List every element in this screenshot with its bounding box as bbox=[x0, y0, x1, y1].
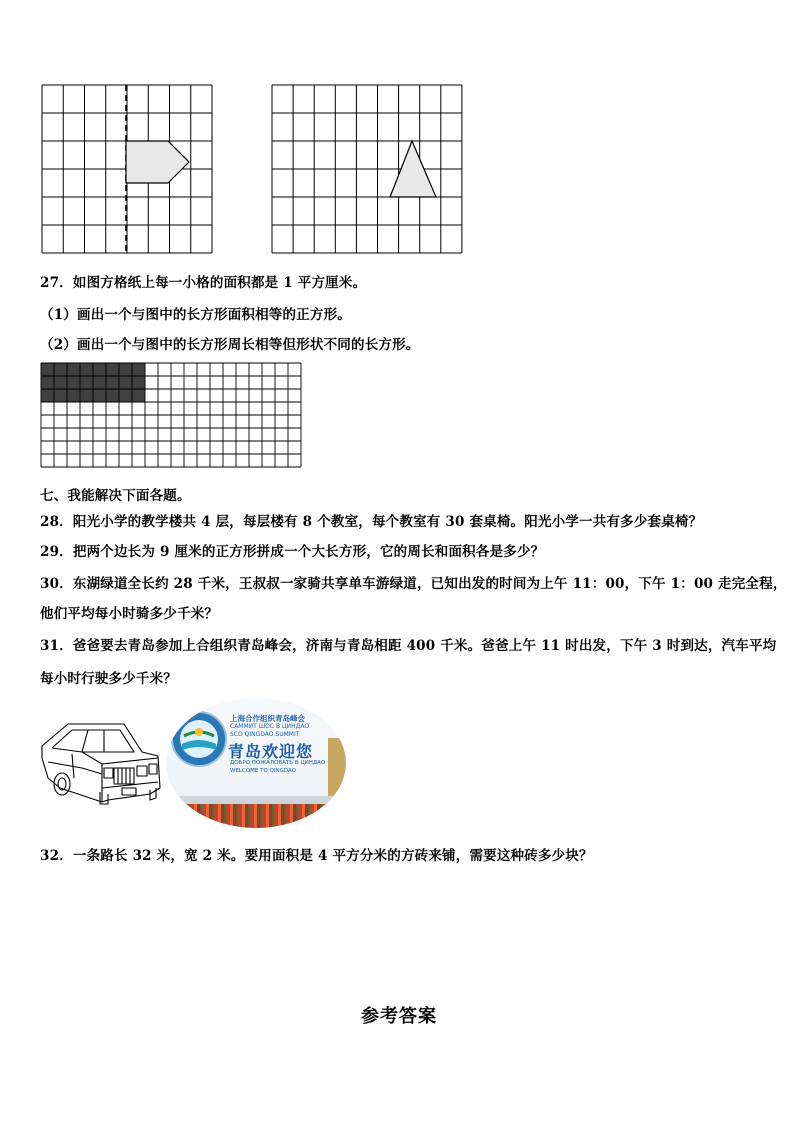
q28-text: 28．阳光小学的教学楼共 4 层，每层楼有 8 个教室，每个教室有 30 套桌椅。阳光小学一共有多少套桌椅？ bbox=[40, 514, 703, 530]
car-illustration bbox=[38, 718, 166, 804]
sign-title-ru: САММИТ ШОС В ЦИНДАО bbox=[230, 723, 310, 730]
answer-heading: 参考答案 bbox=[361, 1006, 437, 1027]
sign-welcome-cn: 青岛欢迎您 bbox=[228, 742, 314, 761]
sign-welcome-ru: ДОБРО ПОЖАЛОВАТЬ В ЦИНДАО bbox=[230, 760, 326, 766]
q31-line2: 每小时行驶多少千米？ bbox=[40, 671, 177, 687]
q31-line1: 31．爸爸要去青岛参加上合组织青岛峰会，济南与青岛相距 400 千米。爸爸上午 11 时出发，下午 3 时到达，汽车平均 bbox=[40, 638, 777, 654]
q27-part1: （1）画出一个与图中的长方形面积相等的正方形。 bbox=[40, 307, 351, 323]
sign-title-en: SCO QINGDAO SUMMIT bbox=[230, 731, 300, 738]
q30-line1: 30．东湖绿道全长约 28 千米，王叔叔一家骑共享单车游绿道，已知出发的时间为上午 11：00，下午 1：00 走完全程， bbox=[40, 576, 787, 592]
q30-line2: 他们平均每小时骑多少千米？ bbox=[40, 606, 219, 622]
q27-part2: （2）画出一个与图中的长方形周长相等但形状不同的长方形。 bbox=[40, 337, 420, 353]
summit-photo bbox=[166, 698, 346, 828]
triangle-grid-figure bbox=[272, 85, 462, 253]
sco-emblem-icon bbox=[170, 710, 228, 768]
q32-text: 32．一条路长 32 米，宽 2 米。要用面积是 4 平方分米的方砖来铺，需要这种砖多少块？ bbox=[40, 848, 593, 864]
section-7-heading: 七、我能解决下面各题。 bbox=[40, 488, 191, 504]
q27-stem: 27．如图方格纸上每一小格的面积都是 1 平方厘米。 bbox=[40, 275, 367, 291]
q29-text: 29．把两个边长为 9 厘米的正方形拼成一个大长方形，它的周长和面积各是多少？ bbox=[40, 544, 545, 560]
symmetry-grid-figure bbox=[42, 85, 212, 253]
sign-welcome-en: WELCOME TO QINGDAO bbox=[230, 768, 297, 774]
flower-bed bbox=[166, 802, 346, 828]
shaded-rectangle-grid-figure bbox=[41, 363, 301, 471]
pentagon-shape bbox=[126, 141, 189, 183]
sign-title-cn: 上海合作组织青岛峰会 bbox=[230, 714, 305, 723]
